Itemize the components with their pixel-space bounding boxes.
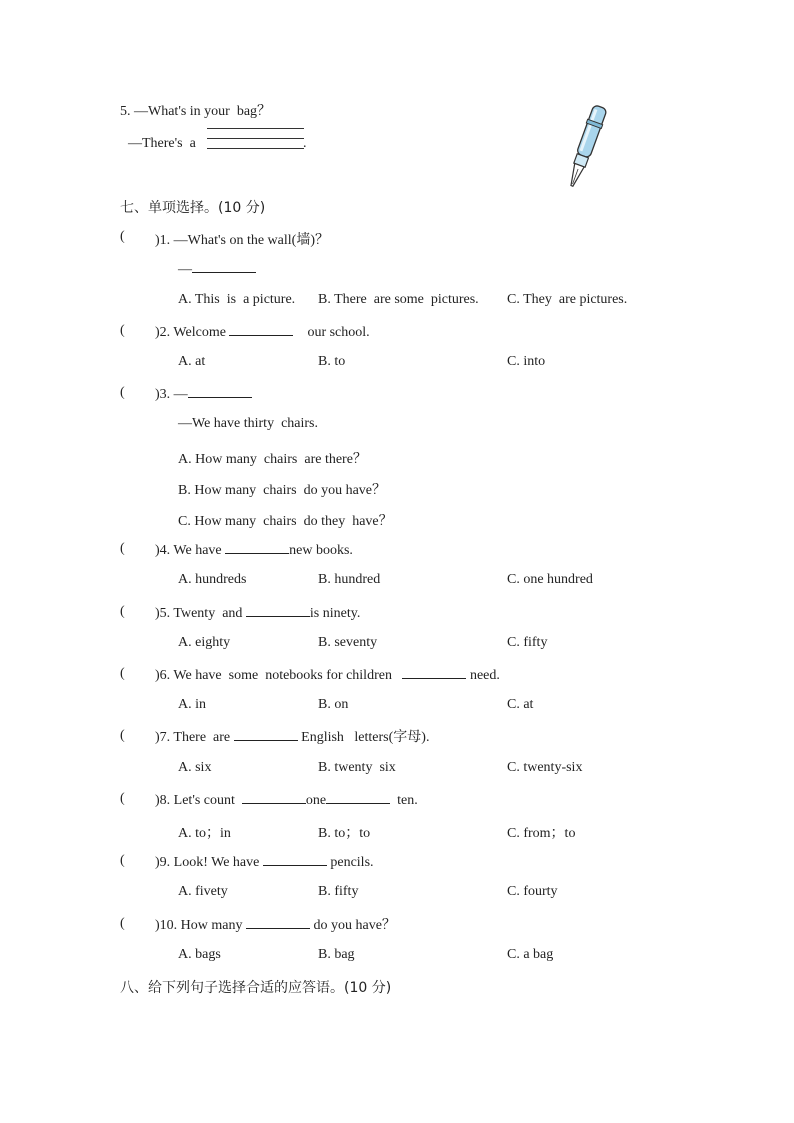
item-3-option-a[interactable]: A. How many chairs are there？ [178, 452, 367, 467]
item-1-blank[interactable] [192, 260, 256, 273]
item-2-option-a[interactable]: A. at [178, 354, 206, 369]
item-5-question: )5. Twenty and [155, 606, 243, 621]
item-9-after: pencils. [330, 855, 374, 870]
item-4-option-a[interactable]: A. hundreds [178, 572, 247, 587]
item-9-blank[interactable] [263, 853, 327, 866]
item-3-blank[interactable] [188, 385, 252, 398]
item-9-option-b[interactable]: B. fifty [318, 884, 359, 899]
item-8-blank-2[interactable] [326, 791, 390, 804]
answer-paren-7[interactable]: ( [120, 728, 125, 743]
question-5-answer-suffix: . [303, 136, 307, 151]
item-7-option-a[interactable]: A. six [178, 760, 212, 775]
item-6-after: need. [469, 668, 500, 683]
item-3-reply: —We have thirty chairs. [178, 416, 318, 431]
item-5-option-a[interactable]: A. eighty [178, 635, 231, 650]
answer-paren-10[interactable]: ( [120, 916, 125, 931]
item-1-option-c[interactable]: C. They are pictures. [507, 292, 628, 307]
item-2-option-b[interactable]: B. to [318, 354, 346, 369]
item-3-option-c[interactable]: C. How many chairs do they have？ [178, 514, 393, 529]
question-5-answer-prefix: —There's a [128, 136, 196, 151]
handwriting-lines[interactable] [207, 128, 304, 158]
item-3-option-b[interactable]: B. How many chairs do you have？ [178, 483, 387, 498]
item-9-question: )9. Look! We have [155, 855, 260, 870]
item-8-option-c[interactable]: C. from；to [507, 826, 576, 841]
answer-paren-5[interactable]: ( [120, 604, 125, 619]
item-2-after: our school. [307, 325, 370, 340]
fountain-pen-icon [555, 100, 615, 195]
item-1-dash: — [178, 262, 192, 277]
section-8-title: 八、给下列句子选择合适的应答语。(10 分) [120, 980, 392, 996]
item-8-after: ten. [397, 793, 418, 808]
item-6-option-b[interactable]: B. on [318, 697, 349, 712]
item-10-question: )10. How many [155, 918, 243, 933]
item-4-blank[interactable] [225, 541, 289, 554]
item-10-option-c[interactable]: C. a bag [507, 947, 554, 962]
item-8-blank-1[interactable] [242, 791, 306, 804]
item-9-option-a[interactable]: A. fivety [178, 884, 228, 899]
item-10-blank[interactable] [246, 916, 310, 929]
item-7-option-b[interactable]: B. twenty six [318, 760, 396, 775]
item-7-after: English letters(字母). [301, 730, 430, 745]
item-2-question: )2. Welcome [155, 325, 226, 340]
section-7-title: 七、单项选择。(10 分) [120, 200, 266, 216]
answer-paren-6[interactable]: ( [120, 666, 125, 681]
item-3-question: )3. — [155, 387, 188, 402]
item-8-option-b[interactable]: B. to；to [318, 826, 371, 841]
item-1-question: )1. —What's on the wall(墙)？ [155, 233, 329, 248]
item-6-question: )6. We have some notebooks for children [155, 668, 392, 683]
item-6-option-a[interactable]: A. in [178, 697, 206, 712]
answer-paren-9[interactable]: ( [120, 853, 125, 868]
item-1-option-a[interactable]: A. This is a picture. [178, 292, 296, 307]
item-6-option-c[interactable]: C. at [507, 697, 534, 712]
item-10-option-a[interactable]: A. bags [178, 947, 221, 962]
item-8-option-a[interactable]: A. to；in [178, 826, 231, 841]
item-5-after: is ninety. [309, 606, 361, 621]
item-8-mid: one [305, 793, 327, 808]
item-6-blank[interactable] [402, 666, 466, 679]
answer-paren-1[interactable]: ( [120, 229, 125, 244]
item-2-blank[interactable] [229, 323, 293, 336]
item-7-question: )7. There are [155, 730, 231, 745]
question-5-text: 5. —What's in your bag？ [120, 104, 272, 119]
item-9-option-c[interactable]: C. fourty [507, 884, 558, 899]
answer-paren-4[interactable]: ( [120, 541, 125, 556]
answer-paren-8[interactable]: ( [120, 791, 125, 806]
item-10-after: do you have？ [313, 918, 396, 933]
item-8-question: )8. Let's count [155, 793, 235, 808]
item-4-option-c[interactable]: C. one hundred [507, 572, 593, 587]
answer-paren-3[interactable]: ( [120, 385, 125, 400]
item-4-after: new books. [289, 543, 353, 558]
item-2-option-c[interactable]: C. into [507, 354, 546, 369]
item-4-question: )4. We have [155, 543, 222, 558]
item-5-option-c[interactable]: C. fifty [507, 635, 548, 650]
item-4-option-b[interactable]: B. hundred [318, 572, 381, 587]
item-7-blank[interactable] [234, 728, 298, 741]
item-7-option-c[interactable]: C. twenty-six [507, 760, 583, 775]
item-5-blank[interactable] [246, 604, 310, 617]
answer-paren-2[interactable]: ( [120, 323, 125, 338]
item-1-option-b[interactable]: B. There are some pictures. [318, 292, 479, 307]
item-10-option-b[interactable]: B. bag [318, 947, 355, 962]
item-5-option-b[interactable]: B. seventy [318, 635, 378, 650]
